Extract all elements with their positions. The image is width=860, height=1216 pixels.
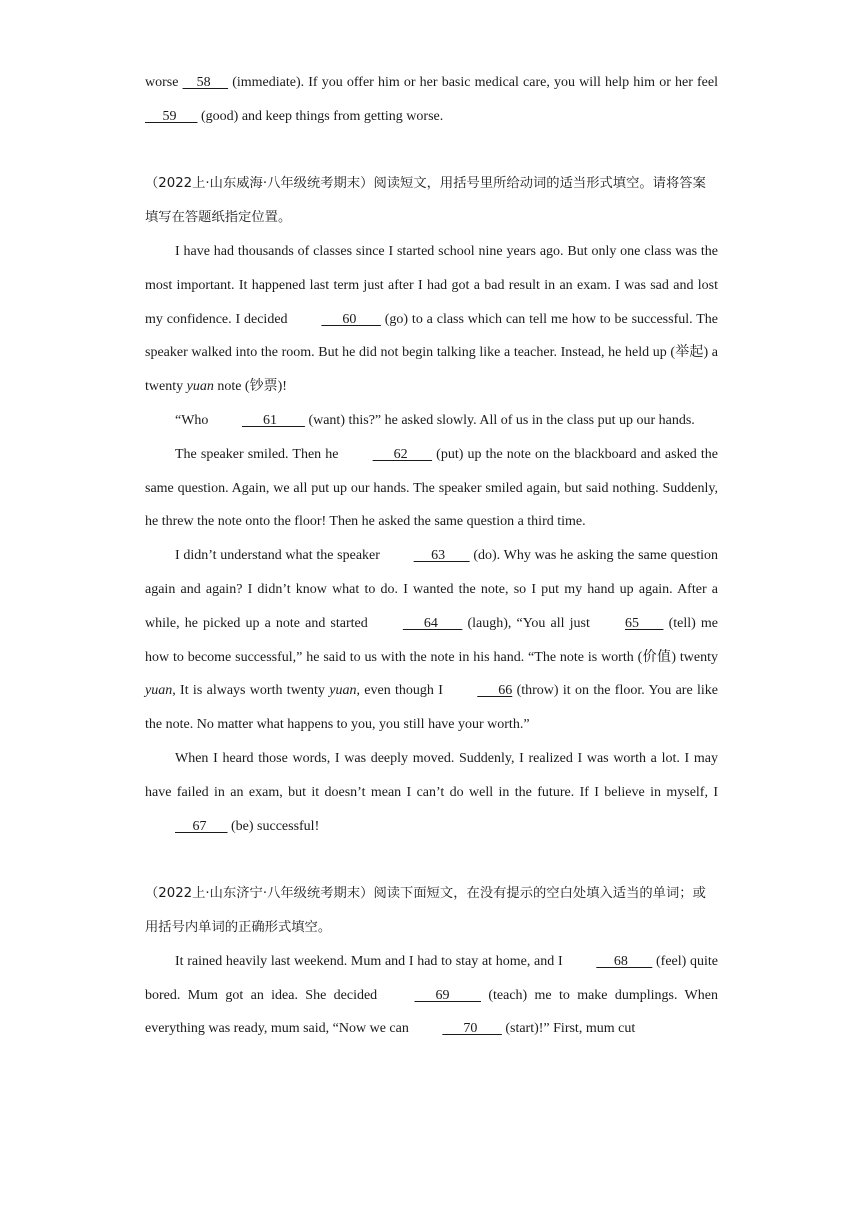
document-page xyxy=(145,66,718,1046)
text-run: (good) and keep things from getting worse. xyxy=(197,108,444,124)
text-run: , even though I xyxy=(356,683,448,699)
paragraph xyxy=(145,235,718,404)
text-run: (start)!” First, mum cut xyxy=(501,1021,636,1037)
answer-blank[interactable]: 69 xyxy=(414,987,482,1003)
answer-blank[interactable]: 60 xyxy=(321,311,381,327)
text-run: (feel) quite bored. Mum got an idea. She decided xyxy=(145,953,718,1003)
text-run: (go) to a class which can tell me how to be successful. The speaker walked into the room. But he did not begin talking like a teacher. Instead, he held up (举起) a twenty xyxy=(145,311,718,395)
text-run: When I heard those words, I was deeply moved. Suddenly, I realized I was worth a lot. I may have failed in an exam, but it doesn’t mean I can’t do well in the future. If I believe in myself, I xyxy=(145,750,718,800)
answer-blank[interactable]: 67 xyxy=(175,818,228,834)
text-run: (laugh), “You all just xyxy=(462,615,595,631)
text-run: (immediate). If you offer him or her basic medical care, you will help him or her feel xyxy=(228,75,719,90)
section3-header: （2022上·山东济宁·八年级统考期末）阅读下面短文，在没有提示的空白处填入适当的单词；或用括号内单词的正确形式填空。 xyxy=(145,886,706,935)
answer-blank[interactable]: 65 xyxy=(624,615,664,631)
paragraph xyxy=(145,945,718,1046)
answer-blank[interactable]: 70 xyxy=(442,1021,502,1037)
text-run: I have had thousands of classes since I started school nine years ago. But only one class was the most important. It happened last term just after I had got a bad result in an exam. I was sad and lost my confidence. I decided xyxy=(145,243,718,327)
answer-blank[interactable]: 63 xyxy=(413,548,470,564)
text-run: (do). Why was he asking the same question again and again? I didn’t know what to do. I wanted the note, so I put my hand up again. After a while, he picked up a note and started xyxy=(145,548,718,631)
italic-word: yuan xyxy=(186,379,214,395)
text-run: worse xyxy=(145,75,183,90)
paragraph xyxy=(145,742,718,843)
section3-body xyxy=(145,945,718,1046)
text-run: (want) this?” he asked slowly. All of us in the class put up our hands. xyxy=(304,412,695,428)
answer-blank[interactable]: 61 xyxy=(241,412,305,428)
text-run: (tell) me how to become successful,” he said to us with the note in his hand. “The note is worth (价值) twenty xyxy=(145,615,719,665)
answer-blank[interactable]: 59 xyxy=(145,108,198,124)
italic-word: yuan xyxy=(329,683,357,699)
text-run: It rained heavily last weekend. Mum and I had to stay at home, and I xyxy=(175,953,567,969)
answer-blank[interactable]: 58 xyxy=(182,75,229,90)
text-run: (teach) me to make dumplings. When everything was ready, mum said, “Now we can xyxy=(145,987,718,1037)
text-run: “Who xyxy=(175,412,212,428)
section2-body xyxy=(145,235,718,843)
text-run: , It is always worth twenty xyxy=(172,683,330,699)
section2-header: （2022上·山东威海·八年级统考期末）阅读短文，用括号里所给动词的适当形式填空。请将答案填写在答题纸指定位置。 xyxy=(145,176,706,226)
paragraph-section1-continuation xyxy=(145,66,718,134)
paragraph xyxy=(145,438,718,539)
section-gap xyxy=(145,134,718,168)
paragraph xyxy=(145,539,718,742)
answer-blank[interactable]: 66 xyxy=(477,683,513,699)
text-run: (be) successful! xyxy=(227,818,320,834)
answer-blank[interactable]: 62 xyxy=(372,446,433,462)
text-run: note (钞票)! xyxy=(213,379,287,395)
text-run: I didn’t understand what the speaker xyxy=(175,548,384,564)
section-gap xyxy=(145,843,718,877)
answer-blank[interactable]: 68 xyxy=(596,953,653,969)
text-run: (throw) it on the floor. You are like the note. No matter what happens to you, you still have your worth.” xyxy=(145,683,718,733)
paragraph xyxy=(145,404,718,438)
text-run: The speaker smiled. Then he xyxy=(175,446,343,462)
italic-word: yuan xyxy=(145,683,173,699)
text-run: (put) up the note on the blackboard and asked the same question. Again, we all put up our hands. The speaker smiled again, but said nothing. Suddenly, he threw the note onto the floor! Then he asked the same question a third time. xyxy=(145,446,718,530)
answer-blank[interactable]: 64 xyxy=(402,615,463,631)
